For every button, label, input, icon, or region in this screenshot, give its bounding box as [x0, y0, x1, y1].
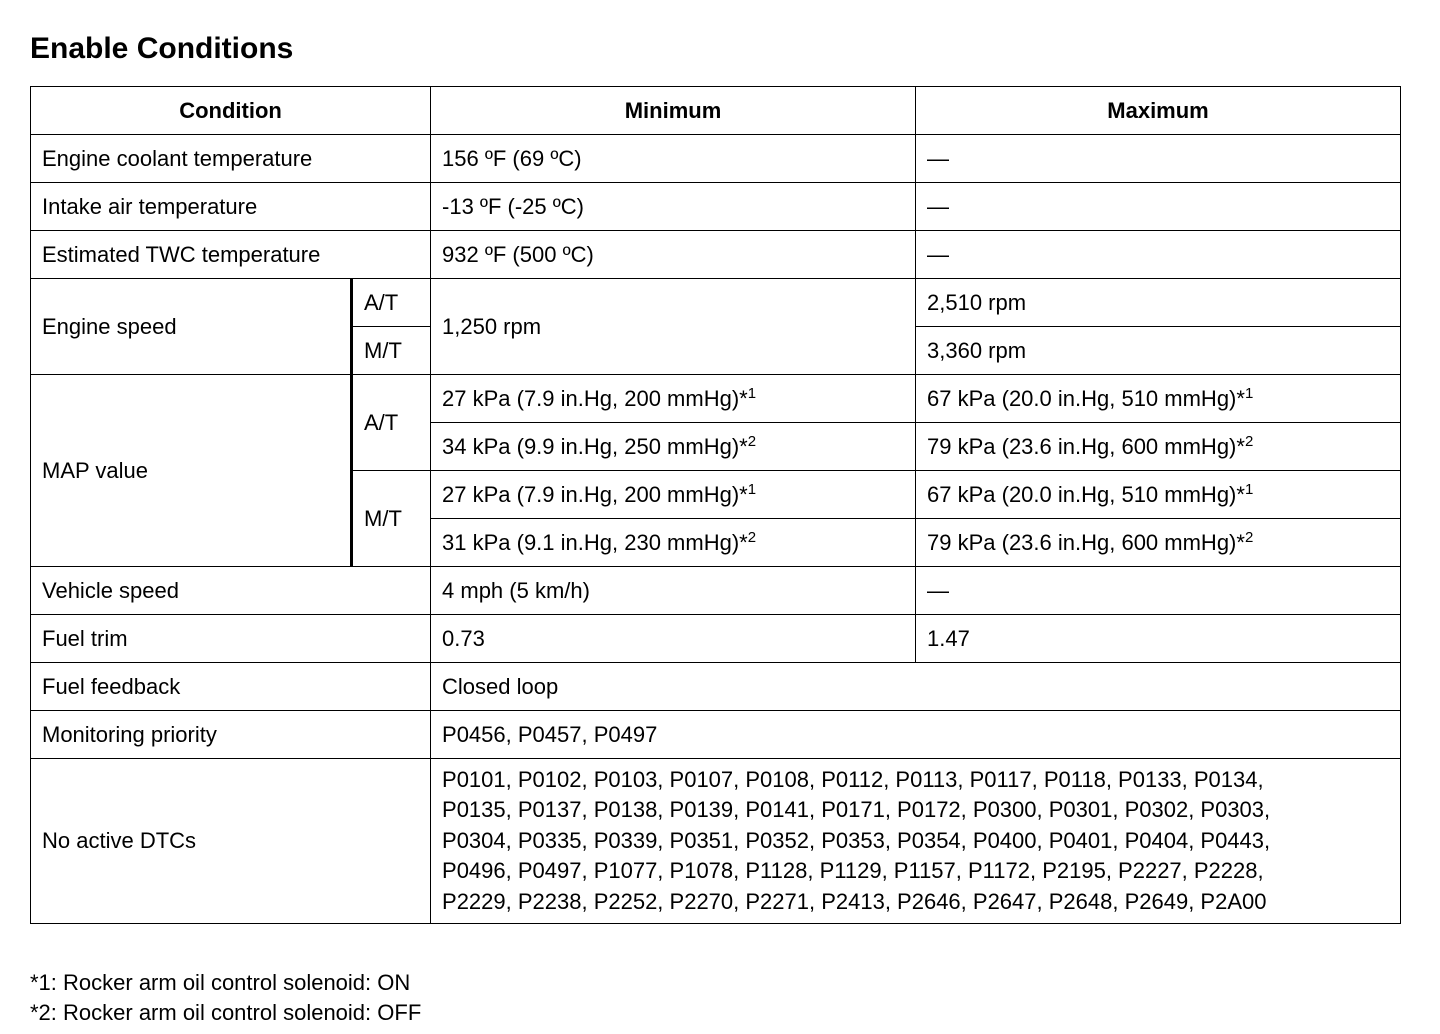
value-cell: P0456, P0457, P0497 — [431, 711, 1401, 759]
page-title: Enable Conditions — [30, 32, 294, 65]
max-cell — [916, 519, 1401, 567]
cell-text: 67 kPa (20.0 in.Hg, 510 mmHg)* — [927, 481, 1245, 507]
min-cell: 1,250 rpm — [431, 279, 916, 375]
cell-text: 79 kPa (23.6 in.Hg, 600 mmHg)* — [927, 529, 1245, 555]
table-row — [31, 615, 1401, 663]
max-cell — [916, 471, 1401, 519]
transmission-label: A/T — [352, 279, 431, 327]
max-cell: 1.47 — [916, 615, 1401, 663]
min-cell: 0.73 — [431, 615, 916, 663]
footnote-marker: 2 — [1244, 432, 1254, 450]
table-row — [31, 663, 1401, 711]
max-cell: 2,510 rpm — [916, 279, 1401, 327]
dtc-line: P0135, P0137, P0138, P0139, P0141, P0171, P0172, P0300, P0301, P0302, P0303, — [442, 797, 1271, 823]
dtc-line: P0304, P0335, P0339, P0351, P0352, P0353, P0354, P0400, P0401, P0404, P0443, — [442, 827, 1271, 853]
condition-cell: Vehicle speed — [31, 567, 431, 615]
condition-cell: Fuel feedback — [31, 663, 431, 711]
condition-cell: MAP value — [31, 375, 352, 567]
table-row — [31, 567, 1401, 615]
dtc-line: P0101, P0102, P0103, P0107, P0108, P0112, P0113, P0117, P0118, P0133, P0134, — [442, 767, 1264, 792]
footnote-marker: 1 — [1244, 480, 1254, 498]
min-cell: 156 ºF (69 ºC) — [431, 135, 916, 183]
cell-text: 79 kPa (23.6 in.Hg, 600 mmHg)* — [927, 433, 1245, 459]
value-cell: Closed loop — [431, 663, 1401, 711]
dtc-line: P0496, P0497, P1077, P1078, P1128, P1129, P1157, P1172, P2195, P2227, P2228, — [442, 858, 1264, 884]
header-condition: Condition — [31, 87, 431, 135]
min-cell — [431, 375, 916, 423]
cell-text: 67 kPa (20.0 in.Hg, 510 mmHg)* — [927, 385, 1245, 411]
min-cell: 4 mph (5 km/h) — [431, 567, 916, 615]
transmission-label: M/T — [352, 327, 431, 375]
condition-cell: Engine coolant temperature — [31, 135, 431, 183]
table-row — [31, 375, 1401, 423]
min-cell — [431, 519, 916, 567]
footnote: *1: Rocker arm oil control solenoid: ON — [30, 970, 411, 995]
header-maximum: Maximum — [916, 87, 1401, 135]
header-minimum: Minimum — [431, 87, 916, 135]
dtc-line: P2229, P2238, P2252, P2270, P2271, P2413, P2646, P2647, P2648, P2649, P2A00 — [442, 888, 1267, 914]
condition-cell: Intake air temperature — [31, 183, 431, 231]
footnote-marker: 2 — [747, 528, 757, 546]
min-cell — [431, 471, 916, 519]
table-header-row — [31, 87, 1401, 135]
cell-text: 34 kPa (9.9 in.Hg, 250 mmHg)* — [442, 433, 748, 459]
max-cell — [916, 375, 1401, 423]
cell-text: 31 kPa (9.1 in.Hg, 230 mmHg)* — [442, 529, 748, 555]
footnote: *2: Rocker arm oil control solenoid: OFF — [30, 1000, 422, 1025]
dtc-list-cell — [431, 759, 1401, 924]
condition-cell: Engine speed — [31, 279, 352, 375]
condition-cell: Fuel trim — [31, 615, 431, 663]
condition-cell: Estimated TWC temperature — [31, 231, 431, 279]
enable-conditions-table — [30, 86, 1401, 924]
footnote-marker: 2 — [747, 432, 757, 450]
footnote-marker: 1 — [1244, 384, 1254, 402]
cell-text: 27 kPa (7.9 in.Hg, 200 mmHg)* — [442, 385, 748, 411]
footnote-marker: 1 — [747, 480, 757, 498]
max-cell: 3,360 rpm — [916, 327, 1401, 375]
min-cell — [431, 423, 916, 471]
footnote-marker: 2 — [1244, 528, 1254, 546]
table-row — [31, 135, 1401, 183]
footnotes — [30, 968, 421, 1028]
max-cell: — — [916, 135, 1401, 183]
max-cell: — — [916, 183, 1401, 231]
min-cell: -13 ºF (-25 ºC) — [431, 183, 916, 231]
cell-text: 27 kPa (7.9 in.Hg, 200 mmHg)* — [442, 481, 748, 507]
table-row — [31, 759, 1401, 924]
max-cell — [916, 423, 1401, 471]
condition-cell: No active DTCs — [31, 759, 431, 924]
min-cell: 932 ºF (500 ºC) — [431, 231, 916, 279]
max-cell: — — [916, 567, 1401, 615]
table-row — [31, 231, 1401, 279]
transmission-label: M/T — [352, 471, 431, 567]
condition-cell: Monitoring priority — [31, 711, 431, 759]
table-row — [31, 183, 1401, 231]
table-row — [31, 279, 1401, 327]
table-row — [31, 711, 1401, 759]
max-cell: — — [916, 231, 1401, 279]
transmission-label: A/T — [352, 375, 431, 471]
footnote-marker: 1 — [747, 384, 757, 402]
